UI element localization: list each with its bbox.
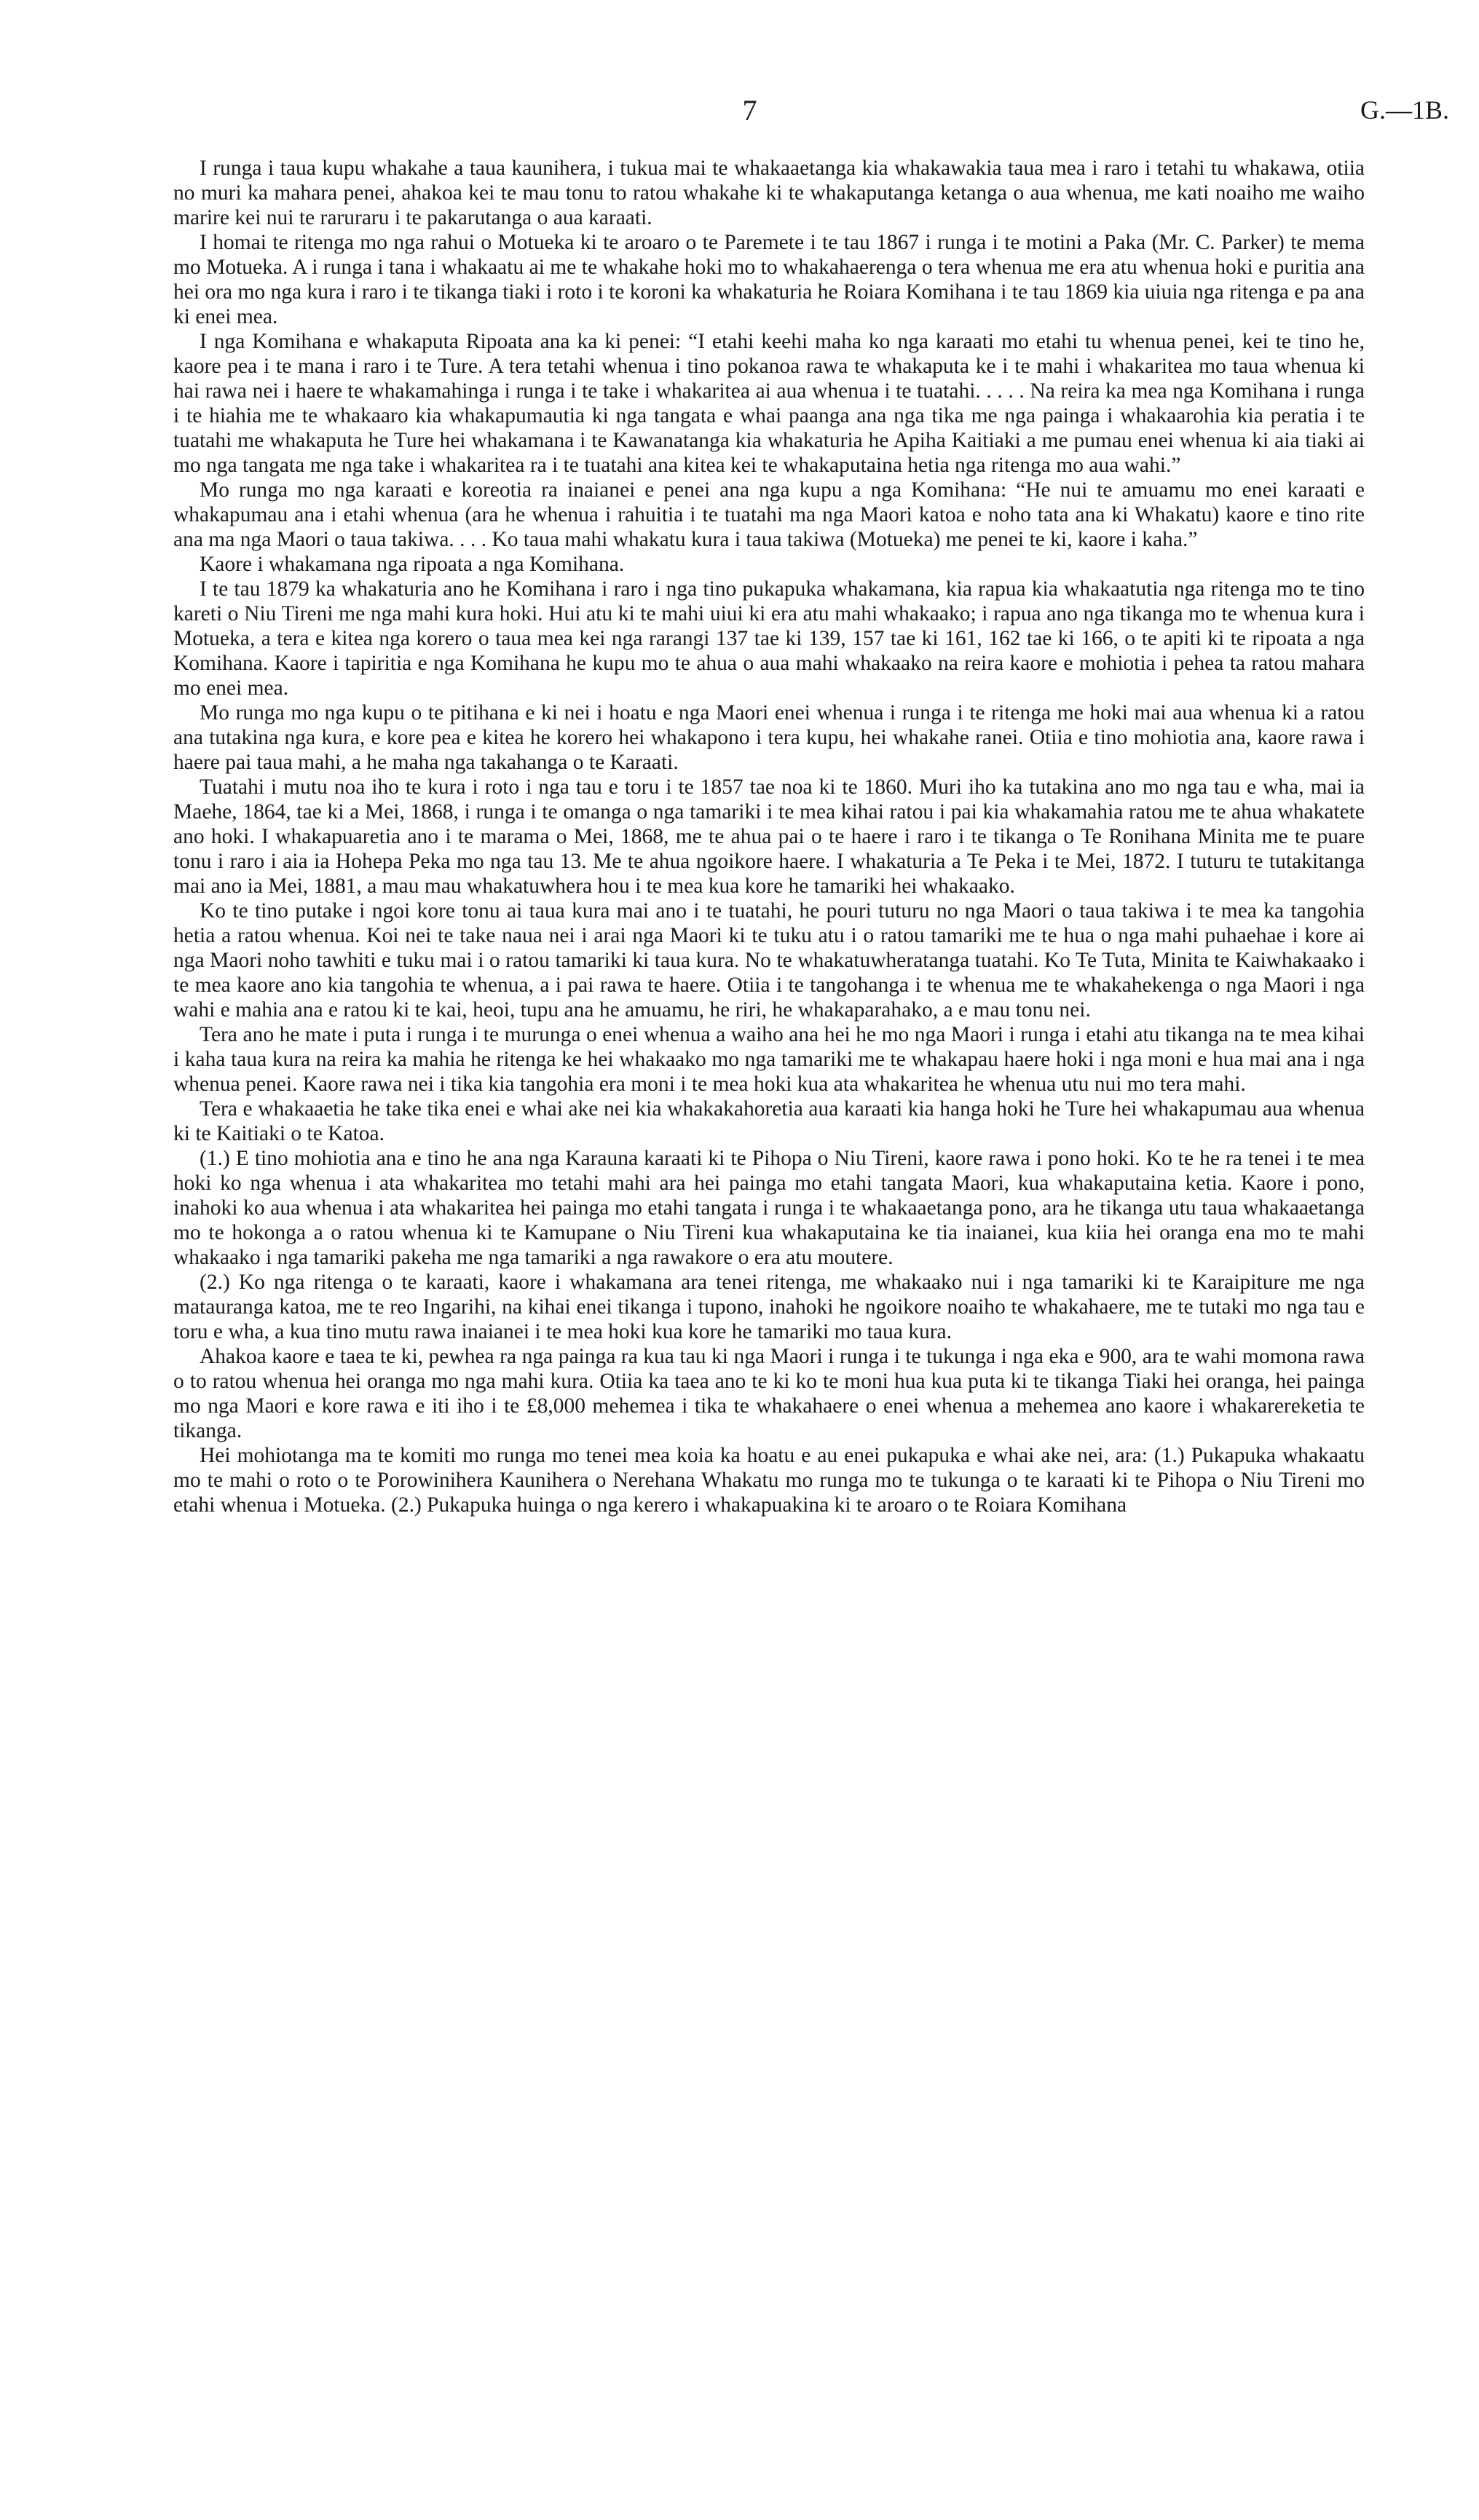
paragraph: Ahakoa kaore e taea te ki, pewhea ra nga painga ra kua tau ki nga Maori i runga i te tukunga i nga eka e 900, ara te wahi momona rawa o to ratou whenua hei oranga mo nga mahi kura. Otiia ka taea ano te ki ko te moni hua kua puta ki te tikanga Tiaki hei oranga, hei painga mo nga Maori e kore rawa e iti iho i te £8,000 mehemea i tika te whakahaere o enei whenua a mehemea ano kaore i whakarereketia te tikanga. bbox=[173, 1345, 1365, 1442]
paragraph: I runga i taua kupu whakahe a taua kaunihera, i tukua mai te whakaaetanga kia whakawakia taua mea i raro i tetahi tu whakawa, otiia no muri ka mahara penei, ahakoa kei te mau tonu to ratou whakahe ki te whakaputanga ketanga o aua whenua, me kati noaiho me waiho marire kei nui te raruraru i te pakarutanga o aua karaati. bbox=[173, 157, 1365, 229]
paragraph: Mo runga mo nga karaati e koreotia ra inaianei e penei ana nga kupu a nga Komihana: “He nui te amuamu mo enei karaati e whakapumau ana i etahi whenua (ara he whenua i rahuitia i te tuatahi ma nga Maori katoa e noho tata ana ki Whakatu) kaore e tino rite ana ma nga Maori o taua takiwa. . . . Ko taua mahi whakatu kura i taua takiwa (Motueka) me penei te ki, kaore i kaha.” bbox=[173, 478, 1365, 551]
paragraph: (2.) Ko nga ritenga o te karaati, kaore i whakamana ara tenei ritenga, me whakaako nui i nga tamariki ki te Karaipiture me nga matauranga katoa, me te reo Ingarihi, na kihai enei tikanga i tupono, inahoki he ngoikore noaiho te whakahaere, me te tutaki mo nga tau e toru e wha, a kua tino mutu rawa inaianei i te mea hoki kua kore he tamariki mo taua kura. bbox=[173, 1271, 1365, 1343]
paragraph: Tera ano he mate i puta i runga i te murunga o enei whenua a waiho ana hei he mo nga Maori i runga i etahi atu tikanga na te mea kihai i kaha taua kura na reira ka mahia he ritenga ke hei whakaako mo nga tamariki me te whakapau haere hoki i nga moni e hua mai ana i nga whenua penei. Kaore rawa nei i tika kia tangohia era moni i te mea hoki kua ata whakaritea he whenua utu nui mo tera mahi. bbox=[173, 1023, 1365, 1096]
paragraph: Hei mohiotanga ma te komiti mo runga mo tenei mea koia ka hoatu e au enei pukapuka e whai ake nei, ara: (1.) Pukapuka whakaatu mo te mahi o roto o te Porowinihera Kaunihera o Nerehana Whakatu mo runga mo te tukunga o te karaati ki te Pihopa o Niu Tireni mo etahi whenua i Motueka. (2.) Pukapuka huinga o nga kerero i whakapuakina ki te aroaro o te Roiara Komihana bbox=[173, 1444, 1365, 1517]
paragraph: I te tau 1879 ka whakaturia ano he Komihana i raro i nga tino pukapuka whakamana, kia rapua kia whakaatutia nga ritenga mo te tino kareti o Niu Tireni me nga mahi kura hoki. Hui atu ki te mahi uiui ki era atu mahi whakaako; i rapua ano nga tikanga mo te whenua kura i Motueka, a tera e kitea nga korero o taua mea kei nga rarangi 137 tae ki 139, 157 tae ki 161, 162 tae ki 166, o te apiti ki te ripoata a nga Komihana. Kaore i tapiritia e nga Komihana he kupu mo te ahua o aua mahi whakaako na reira kaore e mohiotia i pehea ta ratou mahara mo enei mea. bbox=[173, 577, 1365, 700]
body-text bbox=[173, 156, 1365, 1517]
paragraph: Tera e whakaaetia he take tika enei e whai ake nei kia whakakahoretia aua karaati kia hanga hoki he Ture hei whakapumau aua whenua ki te Kaitiaki o te Katoa. bbox=[173, 1097, 1365, 1145]
paragraph: I homai te ritenga mo nga rahui o Motueka ki te aroaro o te Paremete i te tau 1867 i runga i te motini a Paka (Mr. C. Parker) te mema mo Motueka. A i runga i tana i whakaatu ai me te whakahe hoki mo to whakahaerenga o tera whenua me era atu whenua hoki e puritia ana hei ora mo nga kura i raro i te tikanga tiaki i roto i te koroni ka whakaturia he Roiara Komihana i te tau 1869 kia uiuia nga ritenga e pa ana ki enei mea. bbox=[173, 231, 1365, 328]
document-reference: G.—1B. bbox=[1360, 95, 1449, 125]
paragraph: Mo runga mo nga kupu o te pitihana e ki nei i hoatu e nga Maori enei whenua i runga i te ritenga me hoki mai aua whenua ki a ratou ana tutakina nga kura, e kore pea e kitea he korero hei whakapono i tera kupu, hei whakahe ranei. Otiia e tino mohiotia ana, kaore rawa i haere pai taua mahi, a he maha nga takahanga o te Karaati. bbox=[173, 701, 1365, 774]
paragraph: Ko te tino putake i ngoi kore tonu ai taua kura mai ano i te tuatahi, he pouri tuturu no nga Maori o taua takiwa i te mea ka tangohia hetia a ratou whenua. Koi nei te take naua nei i arai nga Maori ki te tuku atu i o ratou tamariki me te hua o nga mahi puhaehae i kore ai nga Maori noho tawhiti e tuku mai i o ratou tamariki ki taua kura. No te whakatuwheratanga tuatahi. Ko Te Tuta, Minita te Kaiwhakaako i te mea kaore ano kia tangohia te whenua, a i pai rawa te haere. Otiia i te tangohanga i te whenua me te whakahekenga o nga Maori i nga wahi e mahia ana e ratou ki te kai, heoi, tupu ana he amuamu, he riri, he whakaparahako, a e mau tonu nei. bbox=[173, 899, 1365, 1022]
page-number: 7 bbox=[742, 94, 758, 127]
paragraph: I nga Komihana e whakaputa Ripoata ana ka ki penei: “I etahi keehi maha ko nga karaati mo etahi tu whenua penei, kei te tino he, kaore pea i te mana i raro i te Ture. A tera tetahi whenua i tino pokanoa rawa te whakaputa ke i te mahi i whakaritea mo taua whenua ki hai rawa nei i haere te whakamahinga i runga i te take i whakaritea ai aua whenua i te tuatahi. . . . . Na reira ka mea nga Komihana i runga i te hiahia me te whakaaro kia whakapumautia ki nga tangata e whai paanga ana nga tika me nga painga i whakaarohia kia peratia i te tuatahi me whakaputa he Ture hei whakamana i te Kawanatanga kia whakaturia he Apiha Kaitiaki a me pumau enei whenua ki aia tiaki ai mo nga tangata me nga take i whakaritea ra i te tuatahi ana kitea kei te whakaputaina hetia nga ritenga mo aua wahi.” bbox=[173, 330, 1365, 477]
paragraph: (1.) E tino mohiotia ana e tino he ana nga Karauna karaati ki te Pihopa o Niu Tireni, kaore rawa i pono hoki. Ko te he ra tenei i te mea hoki ko nga whenua i ata whakaritea mo tetahi mahi ara hei painga mo etahi tangata Maori, kua whakaputaina ketia. Kaore i pono, inahoki ko aua whenua i ata whakaritea hei painga mo etahi tangata i runga i te whakaaetanga pono, ara he tikanga utu taua whakaaetanga mo te hokonga a o ratou whenua ki te Kamupane o Niu Tireni kua whakaputaina ke tia inaianei, kua kiia hei oranga ena mo te mahi whakaako i nga tamariki pakeha me nga tamariki a nga rawakore o era atu moutere. bbox=[173, 1147, 1365, 1269]
paragraph: Kaore i whakamana nga ripoata a nga Komihana. bbox=[200, 553, 625, 576]
paragraph: Tuatahi i mutu noa iho te kura i roto i nga tau e toru i te 1857 tae noa ki te 1860. Muri iho ka tutakina ano mo nga tau e wha, mai ia Maehe, 1864, tae ki a Mei, 1868, i runga i te omanga o nga tamariki i te mea kihai ratou i pai kia whakamahia ratou me te ahua whakatete ano hoki. I whakapuaretia ano i te marama o Mei, 1868, me te ahua pai o te haere i raro i te tikanga o Te Ronihana Minita me te puare tonu i raro i aia ia Hohepa Peka mo nga tau 13. Me te ahua ngoikore haere. I whakaturia a Te Peka i te Mei, 1872. I tuturu te tutakitanga mai ano ia Mei, 1881, a mau mau whakatuwhera hou i te mea kua kore he tamariki hei whakaako. bbox=[173, 775, 1365, 898]
